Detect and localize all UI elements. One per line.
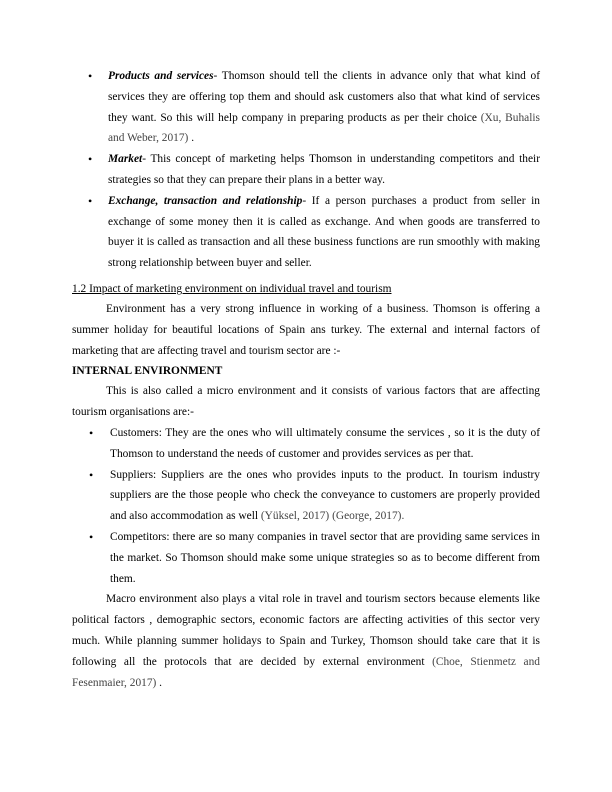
bullet-text: - If a person purchases a product from seller in exchange of some money then it is called as exchange. And when goods are transferred to buyer it is called as transaction and all these business functions are run smoothly with making strong relationship between buyer and seller. [108,194,540,270]
internal-factors-list [72,423,540,589]
list-item-products-services [72,66,540,149]
bullet-term: Products and services [108,70,214,82]
intro-paragraph: Environment has a very strong influence in working of a business. Thomson is offering a summer holiday for beautiful locations of Spain ans turkey. The external and internal factors of marketing that are affecting travel and tourism sector are :- [72,302,540,357]
section-heading: 1.2 Impact of marketing environment on individual travel and tourism [72,282,392,295]
citation: (Xu, Buhalis and Weber, 2017) [108,111,540,145]
bullet-term: Market [108,153,143,166]
bullet-term: Exchange, transaction and relationship [108,194,303,207]
internal-paragraph: This is also called a micro environment and it consists of various factors that are affecting tourism organisations are:- [72,385,540,419]
marketing-concepts-list [72,66,540,274]
macro-text: Macro environment also plays a vital role in travel and tourism sectors because elements like political factors , demographic sectors, economic factors are affecting activities of this sector very much. While planning summer holidays to Spain and Turkey, Thomson should take care that it is following all the protocols that are decided by external environment [72,593,540,668]
citation: (Yüksel, 2017) (George, 2017). [260,510,405,523]
bullet-icon: • [89,467,94,482]
citation: (Choe, Stienmetz and Fesenmaier, 2017) [72,655,540,689]
list-item-exchange [72,191,540,274]
list-item-suppliers [72,465,540,527]
bullet-text: Competitors: there are so many companies in travel sector that are providing same services in the market. So Thomson should make some unique strategies so as to become different from them. [110,530,540,585]
list-item-customers [72,423,540,465]
bullet-icon: • [89,529,94,544]
macro-tail: . [156,676,163,689]
bullet-icon: • [88,152,93,167]
bullet-icon: • [88,69,93,83]
internal-environment-heading: INTERNAL ENVIRONMENT [72,365,223,378]
macro-paragraph [72,589,540,693]
bullet-icon: • [89,425,94,440]
bullet-text: - Thomson should tell the clients in advance only that what kind of services they are offering top them and should ask customers also that what kind of services they want. So this will help company in preparing products as per their choice [108,70,540,124]
bullet-icon: • [88,193,93,208]
list-item-market [72,149,540,191]
bullet-text: Customers: They are the ones who will ultimately consume the services , so it is the duty of Thomson to understand the needs of customer and provides services as per that. [110,426,540,460]
page-content [72,66,540,693]
bullet-text: Suppliers: Suppliers are the ones who provides inputs to the product. In tourism industry suppliers are the those people who check the conveyance to customers are properly provided and also accommodation as well [110,468,540,523]
bullet-text: - This concept of marketing helps Thomson in understanding competitors and their strategies so that they can prepare their plans in a better way. [108,153,540,186]
list-item-competitors [72,527,540,589]
bullet-tail: . [188,132,195,145]
